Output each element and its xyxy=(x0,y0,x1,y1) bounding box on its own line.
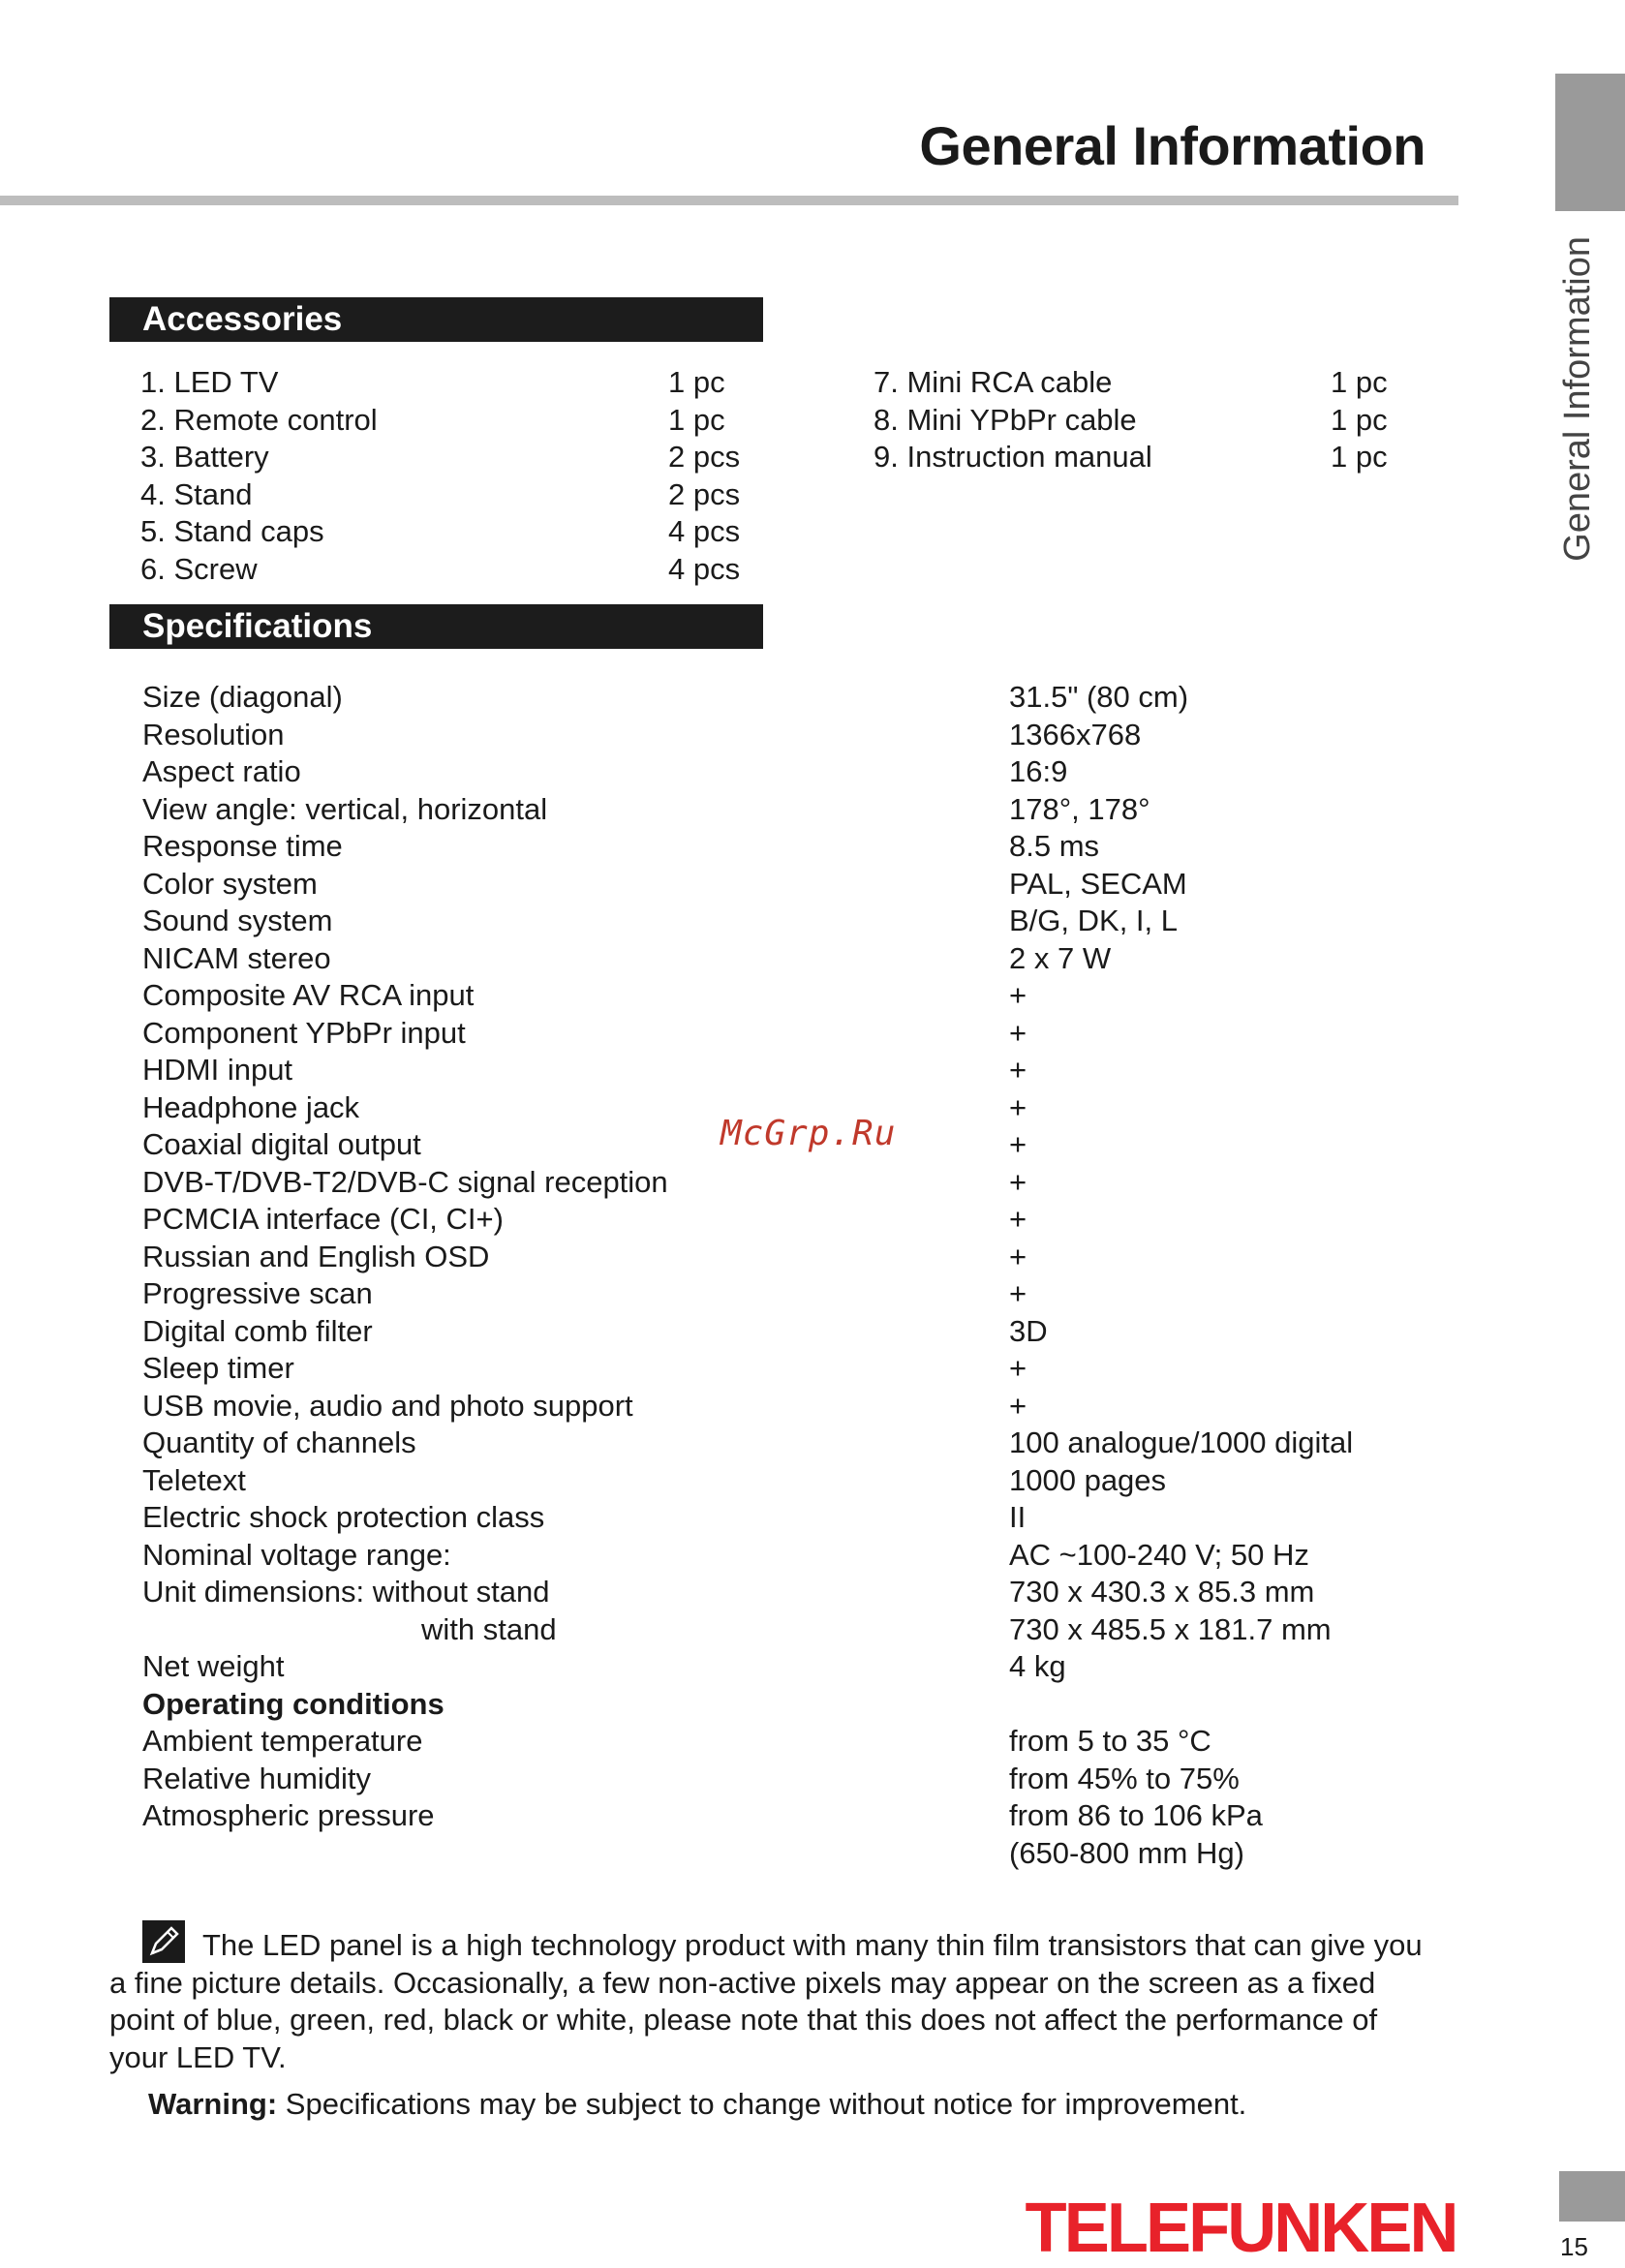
spec-row xyxy=(142,940,1401,978)
accessory-qty: 1 pc xyxy=(668,365,725,399)
spec-value: from 5 to 35 °C xyxy=(1009,1724,1211,1758)
spec-value: + xyxy=(1009,1089,1027,1124)
spec-label: NICAM stereo xyxy=(142,940,331,975)
accessory-item xyxy=(874,439,1416,476)
spec-label: USB movie, audio and photo support xyxy=(142,1388,633,1423)
spec-row xyxy=(142,1574,1401,1611)
accessory-name: 8. Mini YPbPr cable xyxy=(874,402,1137,437)
accessory-name: 3. Battery xyxy=(140,440,269,474)
spec-label: Composite AV RCA input xyxy=(142,978,475,1012)
accessory-name: 7. Mini RCA cable xyxy=(874,365,1113,399)
spec-value: + xyxy=(1009,1202,1027,1236)
spec-row xyxy=(142,1835,1401,1873)
spec-row xyxy=(142,753,1401,791)
spec-label: Progressive scan xyxy=(142,1276,373,1310)
spec-label: PCMCIA interface (CI, CI+) xyxy=(142,1202,504,1236)
warning-label: Warning: xyxy=(148,2087,278,2121)
spec-value: 2 x 7 W xyxy=(1009,940,1112,975)
spec-value: 1366x768 xyxy=(1009,717,1142,751)
specifications-heading: Specifications xyxy=(109,604,763,649)
accessory-qty: 1 pc xyxy=(1331,365,1388,399)
spec-row xyxy=(142,1499,1401,1537)
spec-value: 730 x 485.5 x 181.7 mm xyxy=(1009,1611,1332,1646)
spec-subheading-row xyxy=(142,1686,1401,1724)
note-pencil-glyph xyxy=(142,1920,185,1963)
accessory-name: 5. Stand caps xyxy=(140,514,324,548)
spec-value: 1000 pages xyxy=(1009,1462,1167,1497)
spec-label: View angle: vertical, horizontal xyxy=(142,791,548,826)
spec-label: Unit dimensions: without stand xyxy=(142,1575,550,1609)
spec-label: DVB-T/DVB-T2/DVB-C signal reception xyxy=(142,1164,668,1199)
spec-row xyxy=(142,791,1401,829)
accessory-name: 9. Instruction manual xyxy=(874,440,1152,474)
accessory-qty: 1 pc xyxy=(1331,440,1388,474)
spec-label: Color system xyxy=(142,866,318,901)
spec-label: Atmospheric pressure xyxy=(142,1798,435,1832)
spec-row xyxy=(142,1425,1401,1462)
spec-label: Aspect ratio xyxy=(142,754,301,788)
spec-value: + xyxy=(1009,1127,1027,1161)
spec-row xyxy=(142,1350,1401,1388)
spec-value: 3D xyxy=(1009,1313,1048,1348)
spec-row xyxy=(142,1462,1401,1500)
accessory-qty: 2 pcs xyxy=(668,476,741,511)
spec-label: Coaxial digital output xyxy=(142,1127,421,1161)
spec-row xyxy=(142,1313,1401,1351)
accessories-list-left xyxy=(140,364,760,588)
spec-label: Digital comb filter xyxy=(142,1313,373,1348)
spec-row xyxy=(142,1611,1401,1649)
spec-row xyxy=(142,1388,1401,1425)
spec-label: Response time xyxy=(142,829,343,863)
spec-row xyxy=(142,1761,1401,1798)
spec-label: Headphone jack xyxy=(142,1089,360,1124)
accessory-qty: 4 pcs xyxy=(668,514,741,548)
spec-row xyxy=(142,1797,1401,1835)
side-tab-marker xyxy=(1555,74,1625,211)
spec-value: + xyxy=(1009,1388,1027,1423)
spec-subheading: Operating conditions xyxy=(142,1686,445,1721)
accessory-item xyxy=(874,364,1416,402)
warning-line xyxy=(148,2086,1246,2124)
note-pencil-icon xyxy=(142,1920,185,1963)
spec-value: from 86 to 106 kPa xyxy=(1009,1798,1263,1832)
spec-label: Relative humidity xyxy=(142,1761,372,1795)
spec-label: Net weight xyxy=(142,1649,285,1683)
spec-value: 16:9 xyxy=(1009,754,1068,788)
brand-logo: TELEFUNKEN xyxy=(1025,2190,1456,2267)
spec-value: B/G, DK, I, L xyxy=(1009,904,1178,937)
spec-value: 100 analogue/1000 digital xyxy=(1009,1425,1354,1459)
title-divider xyxy=(0,196,1458,205)
spec-value: + xyxy=(1009,1351,1027,1385)
specifications-table xyxy=(142,679,1401,1872)
spec-row xyxy=(142,977,1401,1015)
accessory-name: 2. Remote control xyxy=(140,402,378,437)
spec-value: 178°, 178° xyxy=(1009,791,1150,826)
accessory-qty: 1 pc xyxy=(1331,402,1388,437)
accessories-heading: Accessories xyxy=(109,297,763,342)
spec-value: + xyxy=(1009,1053,1027,1087)
accessory-item xyxy=(140,476,760,514)
accessory-name: 4. Stand xyxy=(140,476,253,511)
spec-row xyxy=(142,1648,1401,1686)
spec-value: 8.5 ms xyxy=(1009,829,1100,863)
spec-row xyxy=(142,1723,1401,1761)
spec-label: Electric shock protection class xyxy=(142,1500,545,1534)
watermark: McGrp.Ru xyxy=(721,1114,897,1153)
spec-label: Nominal voltage range: xyxy=(142,1537,451,1572)
accessory-item xyxy=(140,551,760,589)
spec-label: HDMI input xyxy=(142,1053,293,1087)
accessory-item xyxy=(140,513,760,551)
spec-label: Component YPbPr input xyxy=(142,1015,466,1050)
spec-value: 730 x 430.3 x 85.3 mm xyxy=(1009,1575,1315,1609)
spec-value: 31.5" (80 cm) xyxy=(1009,680,1189,714)
spec-label: Quantity of channels xyxy=(142,1425,416,1459)
spec-label: Size (diagonal) xyxy=(142,680,343,714)
spec-label: Russian and English OSD xyxy=(142,1239,490,1273)
spec-label: Sound system xyxy=(142,904,333,937)
spec-row xyxy=(142,1164,1401,1202)
spec-row xyxy=(142,903,1401,940)
accessory-qty: 1 pc xyxy=(668,402,725,437)
spec-label: Sleep timer xyxy=(142,1351,294,1385)
spec-value: + xyxy=(1009,978,1027,1012)
accessory-name: 1. LED TV xyxy=(140,365,279,399)
accessory-item xyxy=(140,402,760,440)
spec-row xyxy=(142,828,1401,866)
accessory-qty: 4 pcs xyxy=(668,551,741,586)
spec-row xyxy=(142,679,1401,717)
spec-value: PAL, SECAM xyxy=(1009,866,1187,901)
spec-value: + xyxy=(1009,1015,1027,1050)
spec-value: + xyxy=(1009,1276,1027,1310)
page-number: 15 xyxy=(1560,2232,1588,2261)
warning-text: Specifications may be subject to change without notice for improvement. xyxy=(277,2087,1247,2121)
spec-row xyxy=(142,1239,1401,1276)
page-tab-marker xyxy=(1559,2171,1625,2222)
accessories-list-right xyxy=(874,364,1416,476)
spec-label: Resolution xyxy=(142,717,285,751)
spec-row xyxy=(142,1201,1401,1239)
note-text: The LED panel is a high technology product with many thin film transistors that can give you a fine picture details. Occasionally, a few non-active pixels may appear on the screen as a fixed point of blue, green, red, black or white, please note that this does not affect the performance of your LED TV. xyxy=(109,1928,1423,2074)
side-label-text: General Information xyxy=(1556,236,1598,562)
accessory-item xyxy=(140,364,760,402)
side-section-label xyxy=(1555,236,1600,581)
accessory-qty: 2 pcs xyxy=(668,440,741,474)
spec-row xyxy=(142,1275,1401,1313)
spec-row xyxy=(142,1015,1401,1053)
spec-value: (650-800 mm Hg) xyxy=(1009,1835,1244,1870)
spec-value: from 45% to 75% xyxy=(1009,1761,1240,1795)
spec-value: 4 kg xyxy=(1009,1649,1066,1683)
spec-label: with stand xyxy=(421,1611,557,1646)
spec-row xyxy=(142,1052,1401,1089)
spec-row xyxy=(142,1537,1401,1575)
accessory-item xyxy=(874,402,1416,440)
accessory-name: 6. Screw xyxy=(140,551,258,586)
spec-value: + xyxy=(1009,1164,1027,1199)
page-title: General Information xyxy=(919,115,1426,176)
spec-value: AC ~100-240 V; 50 Hz xyxy=(1009,1537,1309,1572)
accessory-item xyxy=(140,439,760,476)
spec-value: II xyxy=(1009,1500,1027,1534)
spec-label: Ambient temperature xyxy=(142,1724,423,1758)
spec-row xyxy=(142,717,1401,754)
spec-value: + xyxy=(1009,1239,1027,1273)
note-paragraph xyxy=(109,1920,1426,2076)
spec-label: Teletext xyxy=(142,1462,246,1497)
spec-row xyxy=(142,866,1401,904)
